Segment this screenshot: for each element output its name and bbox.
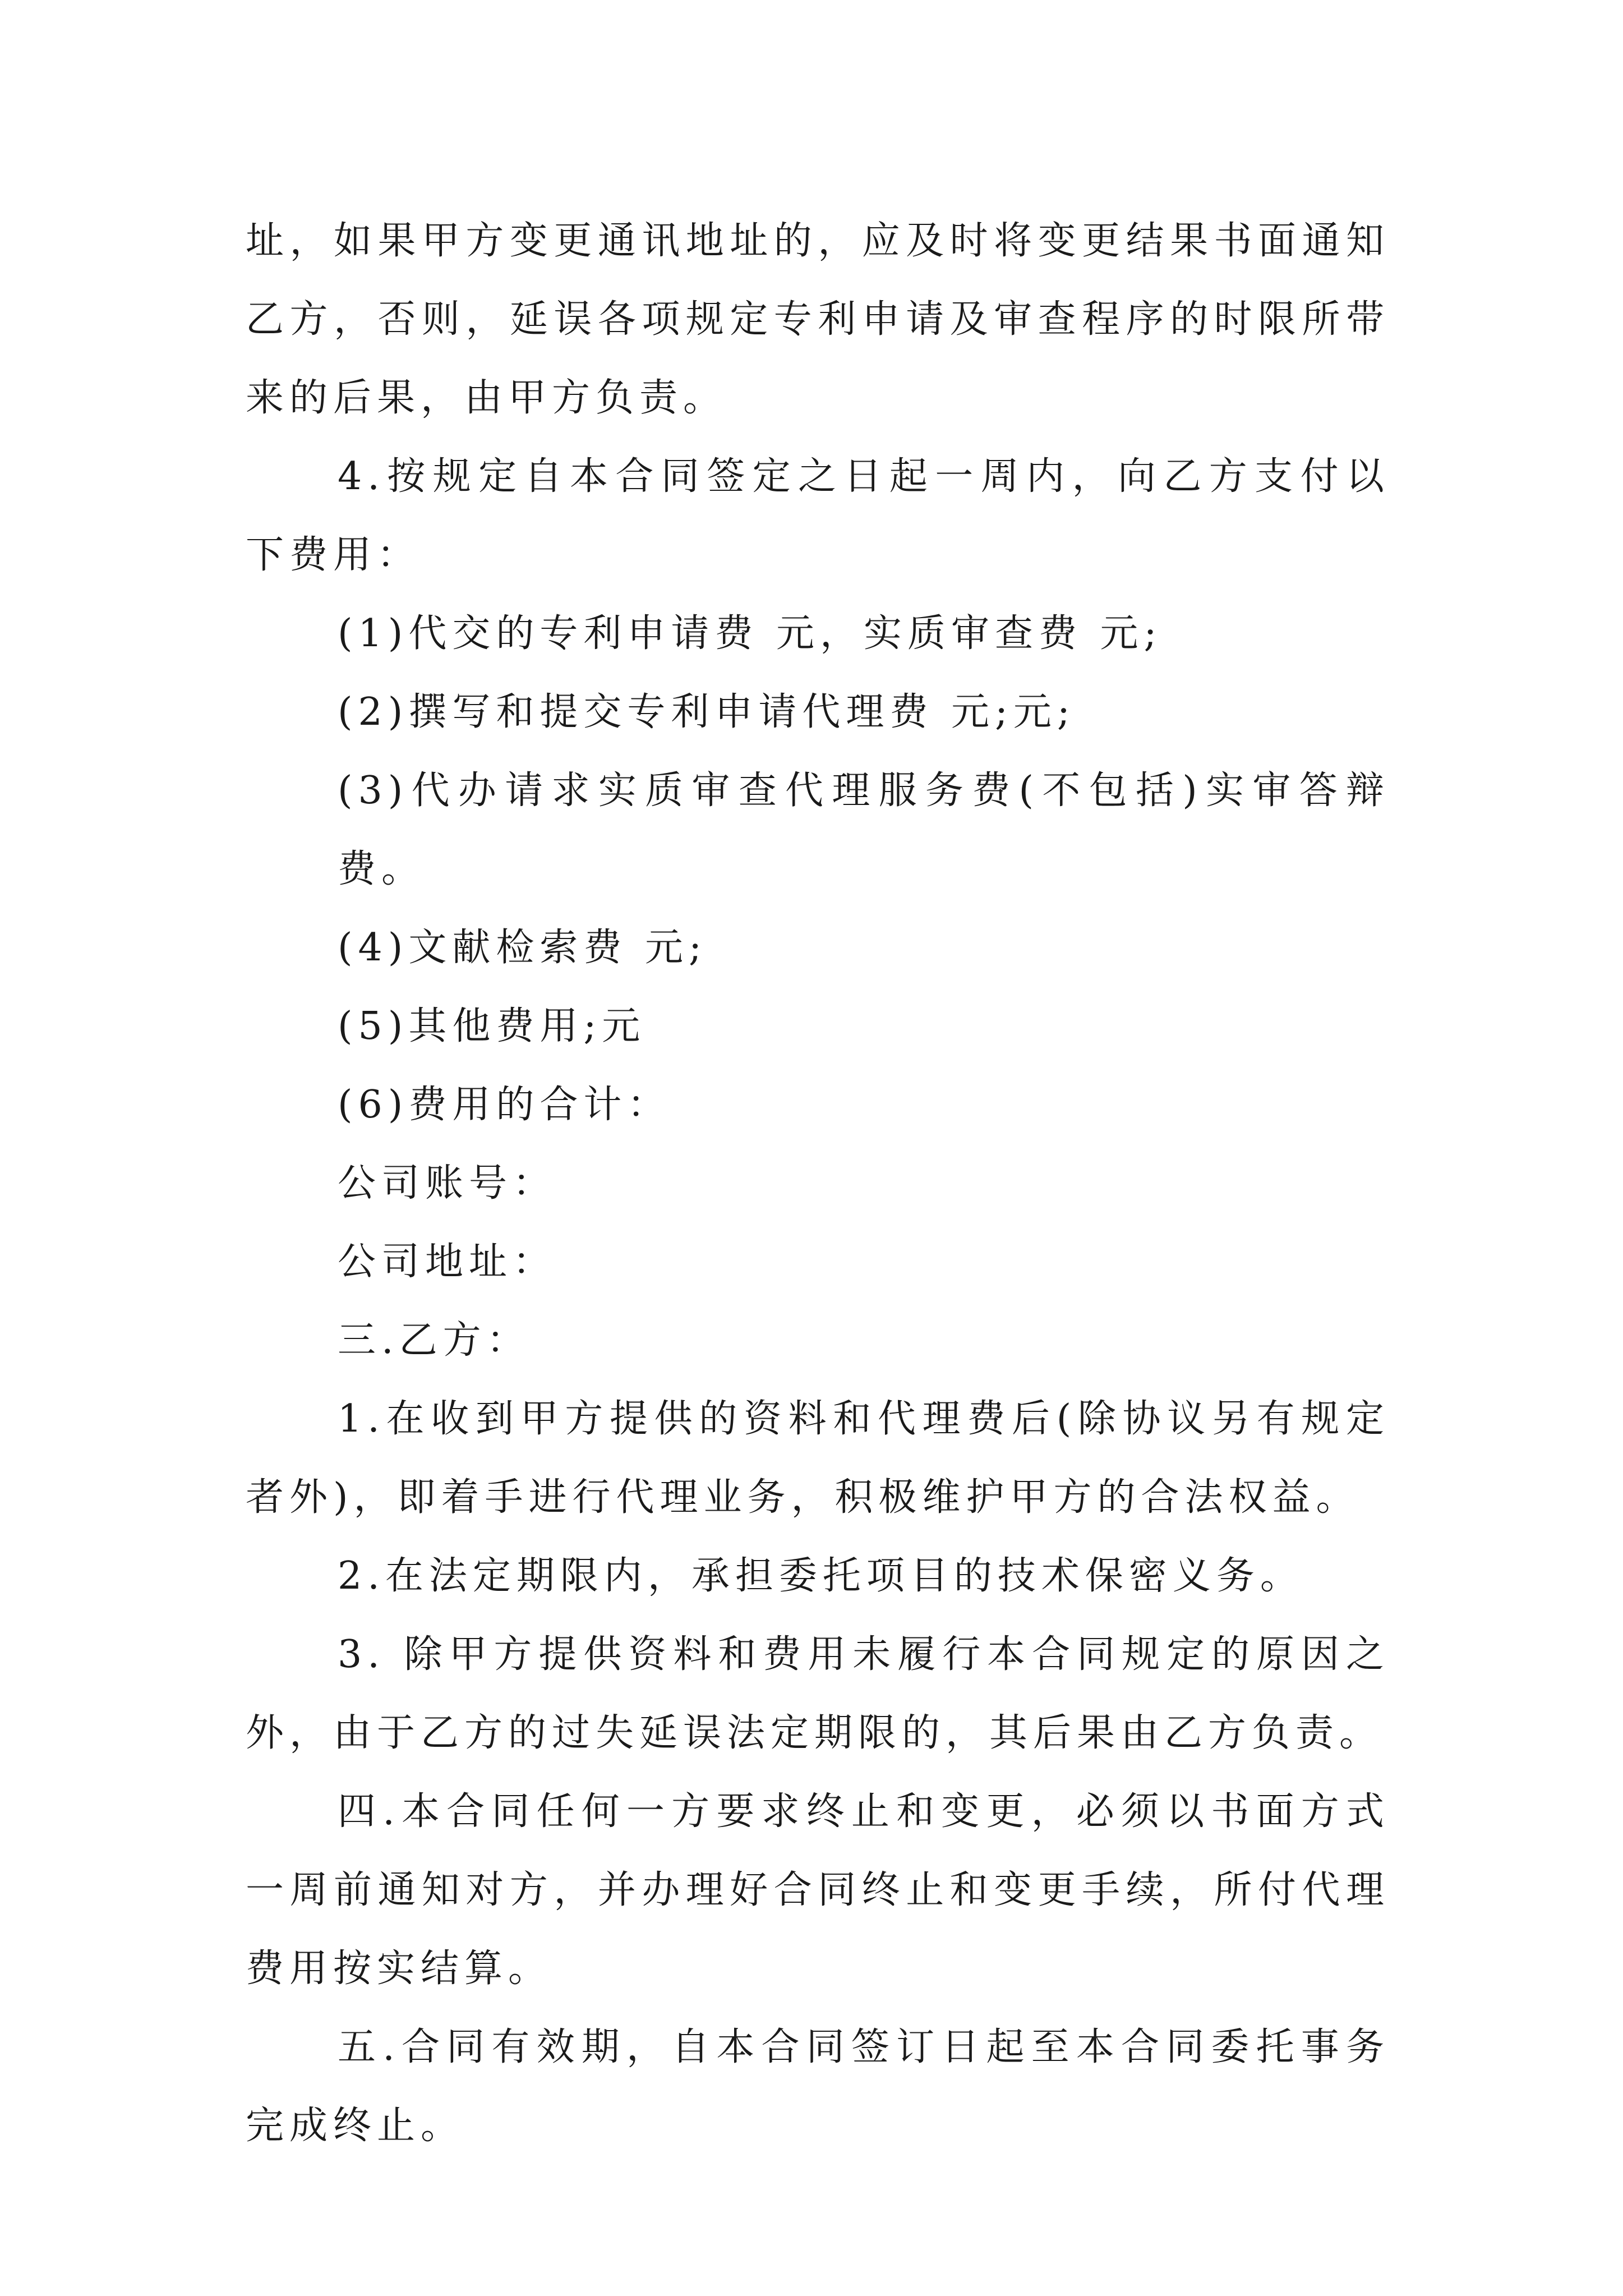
- section-heading-party-b: 三.乙方：: [338, 1318, 531, 1363]
- section-four-termination: 四.本合同任何一方要求终止和变更，必须以书面方式一周前通知对方，并办理好合同终止和变更手续，所付代理费用按实结算。: [246, 1789, 1390, 1991]
- section-five-validity: 五.合同有效期，自本合同签订日起至本合同委托事务完成终止。: [246, 2025, 1390, 2148]
- paragraph-address-change: 址，如果甲方变更通讯地址的，应及时将变更结果书面通知乙方，否则，延误各项规定专利申请及审查程序的时限所带来的后果，由甲方负责。: [246, 219, 1390, 420]
- party-b-clause-2: 2.在法定期限内，承担委托项目的技术保密义务。: [338, 1554, 1304, 1598]
- fee-item-4: (4)文献检索费 元;: [338, 926, 707, 970]
- paragraph-fee-payment: 4.按规定自本合同签定之日起一周内，向乙方支付以下费用：: [246, 454, 1390, 577]
- party-b-clause-3: 3. 除甲方提供资料和费用未履行本合同规定的原因之外，由于乙方的过失延误法定期限的，其后果由乙方负责。: [246, 1632, 1390, 1755]
- document-body: [246, 202, 1390, 2165]
- party-b-clause-1: 1.在收到甲方提供的资料和代理费后(除协议另有规定者外)，即着手进行代理业务，积极维护甲方的合法权益。: [246, 1397, 1390, 1520]
- fee-item-1: (1)代交的专利申请费 元，实质审查费 元;: [338, 611, 1163, 656]
- fee-item-3: (3)代办请求实质审查代理服务费(不包括)实审答辩费。: [338, 769, 1390, 891]
- company-account-line: 公司账号：: [338, 1161, 557, 1205]
- fee-item-2: (2)撰写和提交专利申请代理费 元;元;: [338, 690, 1076, 734]
- fee-item-5: (5)其他费用;元: [338, 1004, 646, 1048]
- company-address-line: 公司地址：: [338, 1240, 557, 1284]
- fee-item-6: (6)费用的合计：: [338, 1083, 671, 1127]
